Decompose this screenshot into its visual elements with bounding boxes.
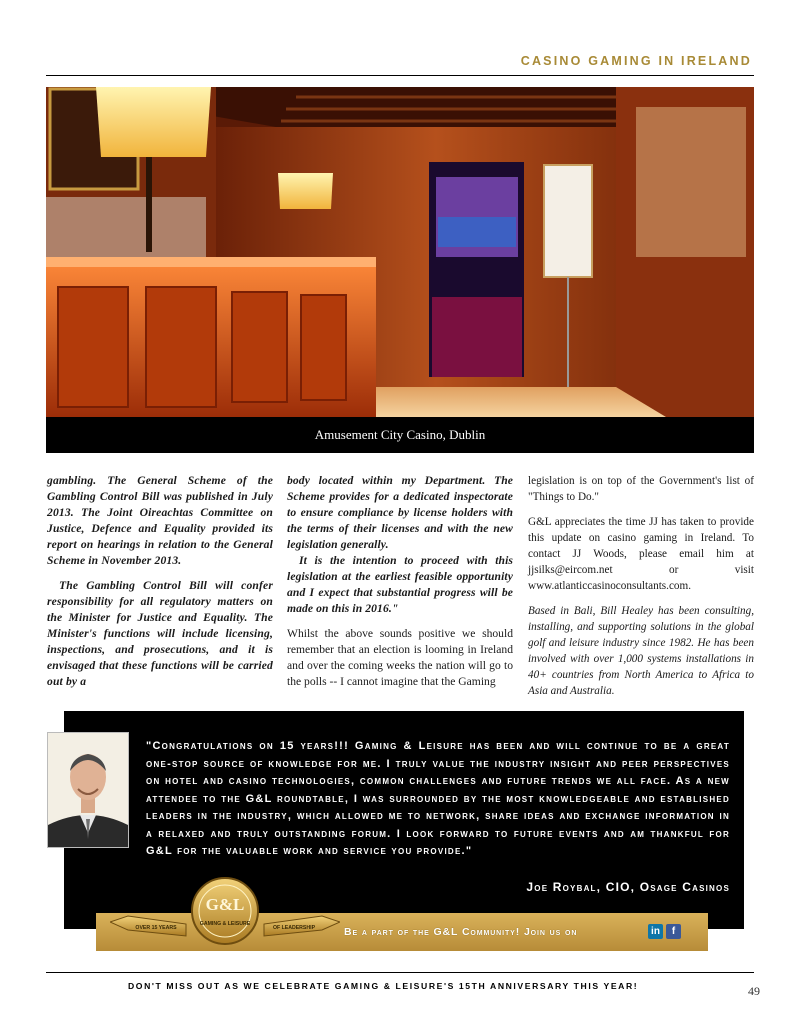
- footer-divider: [46, 972, 754, 973]
- article-paragraph: It is the intention to proceed with this legislation at the earliest feasible opportunity and I expect that substantial progress will be made on this in 2016.": [287, 554, 513, 615]
- avatar: [47, 732, 129, 848]
- casino-interior-illustration: [46, 87, 754, 417]
- badge-right-text: OF LEADERSHIP: [272, 925, 316, 931]
- badge-left-text: OVER 15 YEARS: [135, 925, 177, 931]
- anniversary-badge: [110, 876, 340, 946]
- badge-monogram: G&L: [205, 895, 245, 914]
- community-banner-text: Be a part of the G&L Community! Join us on: [344, 926, 578, 938]
- testimonial-quote: "Congratulations on 15 years!!! Gaming & Leisure has been and will continue to be a great one-stop source of knowledge for me. I truly value the industry insight and peer perspectives on hotel and casino technologies, common challenges and future trends we all face. As a new attendee to the G&L roundtable, I was surrounded by the most knowledgeable and established leaders in the industry, which allowed me to network, share ideas and exchange information in a relaxed and truly outstanding forum. I look forward to future events and am thankful for G&L for the valuable work and service you provide.": [146, 740, 730, 857]
- linkedin-icon[interactable]: in: [648, 924, 663, 939]
- article-paragraph: gambling. The General Scheme of the Gambling Control Bill was published in July 2013. The Joint Oireachtas Committee on Justice, Defence and Equality provided its report on hearings in relation to the General Scheme in November 2013.: [47, 474, 273, 567]
- section-title: CASINO GAMING IN IRELAND: [520, 54, 752, 68]
- article-paragraph: body located within my Department. The Scheme provides for a dedicated inspectorate to ensure compliance by license holders with the terms of their licenses and with the new legislation generally.: [287, 474, 513, 551]
- article-paragraph: G&L appreciates the time JJ has taken to provide this update on casino gaming in Ireland. To contact JJ Woods, please email him at jjsilks@eircom.net or visit www.atlanticcasinoconsultants.com.: [528, 516, 754, 592]
- page-number: 49: [748, 984, 760, 998]
- facebook-icon[interactable]: f: [666, 924, 681, 939]
- author-bio: Based in Bali, Bill Healey has been consulting, installing, and supporting solutions in the global golf and leisure industry since 1982. He has been involved with over 1,000 systems installations in 40+ countries from North America to Africa to Asia and Australia.: [528, 605, 754, 697]
- casino-photo: [46, 87, 754, 417]
- article-column-2: [287, 473, 513, 699]
- badge-center-text: GAMING & LEISURE: [199, 921, 251, 927]
- article-paragraph: The Gambling Control Bill will confer responsibility for all regulatory matters on the Minister for Justice and Equality. The Minister's functions will include licensing, inspections, and prosecutions, and it is envisaged that these functions will be carried out by a: [47, 579, 273, 688]
- header-divider: [46, 75, 754, 76]
- article-column-3: [528, 473, 754, 708]
- article-paragraph: legislation is on top of the Government's list of "Things to Do.": [528, 475, 754, 503]
- footer-banner: DON'T MISS OUT AS WE CELEBRATE GAMING & LEISURE'S 15TH ANNIVERSARY THIS YEAR!: [128, 981, 639, 991]
- article-paragraph: Whilst the above sounds positive we should remember that an election is looming in Ireland and over the coming weeks the nation will go to the polls -- I cannot imagine that the Gaming: [287, 627, 513, 688]
- testimonial-attribution: Joe Roybal, CIO, Osage Casinos: [526, 880, 730, 894]
- photo-caption: Amusement City Casino, Dublin: [46, 417, 754, 453]
- article-column-1: [47, 473, 273, 690]
- person-portrait-icon: [48, 733, 128, 847]
